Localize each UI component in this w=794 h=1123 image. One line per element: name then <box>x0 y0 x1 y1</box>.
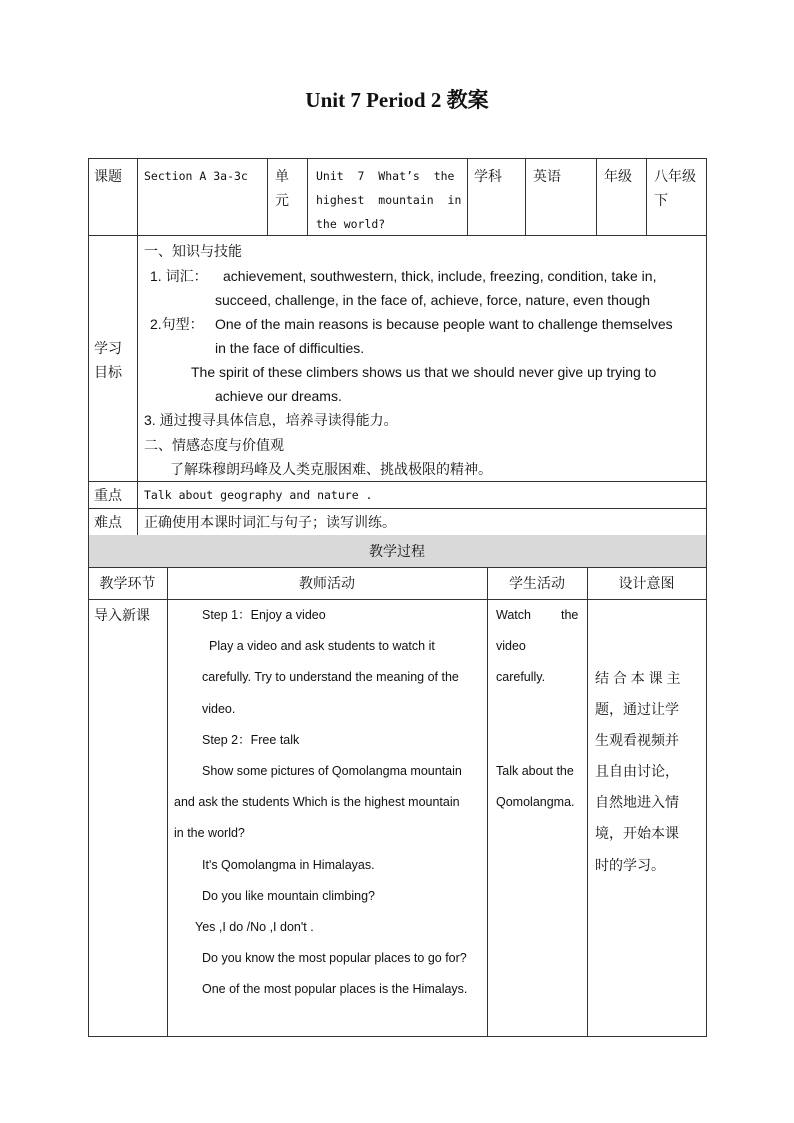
col-student-header: 学生活动 <box>509 575 565 591</box>
vocab-line: succeed, challenge, in the face of, achieve, force, nature, even though <box>215 292 651 308</box>
teacher-line: Play a video and ask students to watch it <box>209 639 435 653</box>
intent-line: 境，开始本课 <box>595 825 679 841</box>
col-teacher-header: 教师活动 <box>299 575 355 591</box>
teacher-line: Do you like mountain climbing? <box>202 889 376 903</box>
teacher-line: Show some pictures of Qomolangma mountain <box>202 764 462 778</box>
difficulty-label: 难点 <box>94 514 122 530</box>
teacher-line: It's Qomolangma in Himalayas. <box>202 858 375 872</box>
key-point-value: Talk about geography and nature . <box>144 488 373 502</box>
teacher-line: Step 1：Enjoy a video <box>202 608 326 622</box>
intent-line: 自然地进入情 <box>595 794 679 810</box>
teacher-line: video. <box>202 702 236 716</box>
sentence-line: achieve our dreams. <box>215 388 342 404</box>
intent-line: 结 合 本 课 主 <box>595 670 681 686</box>
student-line: Watch <box>496 608 531 622</box>
teacher-line: Do you know the most popular places to go for? <box>202 951 467 965</box>
vocab-label: 1. 词汇： <box>150 268 208 284</box>
difficulty-value: 正确使用本课时词汇与句子；读写训练。 <box>144 514 396 530</box>
sentence-line: in the face of difficulties. <box>215 340 365 356</box>
student-line: the <box>561 608 579 622</box>
sentence-label: 2.句型： <box>150 316 204 332</box>
col-intent-header: 设计意图 <box>618 575 675 591</box>
intent-line: 生观看视频并 <box>595 732 679 748</box>
teacher-line: One of the most popular places is the Himalays. <box>202 982 468 996</box>
subject-value: 英语 <box>533 168 561 184</box>
topic-label: 课题 <box>94 168 122 184</box>
teacher-line: Step 2：Free talk <box>202 733 300 747</box>
unit-value: Unit 7 What’s the <box>316 169 455 183</box>
unit-label-2: 元 <box>275 192 289 208</box>
skill-item: 3. 通过搜寻具体信息，培养寻读得能力。 <box>144 412 398 428</box>
grade-value-2: 下 <box>654 192 668 208</box>
attitude-heading: 二、情感态度与价值观 <box>144 437 284 453</box>
teacher-line: Yes ,I do /No ,I don't . <box>195 920 314 934</box>
grade-value: 八年级 <box>654 168 696 184</box>
process-title: 教学过程 <box>369 543 425 559</box>
unit-value-3: the world? <box>316 217 386 231</box>
sentence-line: The spirit of these climbers shows us that we should never give up trying to <box>191 364 657 380</box>
grade-label: 年级 <box>604 168 632 184</box>
knowledge-heading: 一、知识与技能 <box>144 243 242 259</box>
key-point-label: 重点 <box>94 487 122 503</box>
unit-value-2: highest mountain in <box>316 193 462 207</box>
intent-line: 时的学习。 <box>595 857 665 873</box>
unit-label: 单 <box>275 168 289 184</box>
student-line: Talk about the <box>496 764 574 778</box>
intent-line: 且自由讨论， <box>595 763 679 779</box>
document-title: Unit 7 Period 2 教案 <box>305 88 489 112</box>
teacher-line: carefully. Try to understand the meaning of the <box>202 670 459 684</box>
intent-line: 题，通过让学 <box>595 701 679 717</box>
subject-label: 学科 <box>474 168 502 184</box>
student-line: carefully. <box>496 670 546 684</box>
teacher-line: in the world? <box>174 826 245 840</box>
col-stage-header: 教学环节 <box>99 575 156 591</box>
attitude-text: 了解珠穆朗玛峰及人类克服困难、挑战极限的精神。 <box>170 461 492 477</box>
student-line: video <box>496 639 526 653</box>
teacher-line: and ask the students Which is the highest mountain <box>174 795 460 809</box>
vocab-line: achievement, southwestern, thick, include, freezing, condition, take in, <box>223 268 657 284</box>
objectives-label-2: 目标 <box>94 364 122 380</box>
objectives-label: 学习 <box>94 340 122 356</box>
stage-name: 导入新课 <box>94 607 150 623</box>
student-line: Qomolangma. <box>496 795 575 809</box>
topic-value: Section A 3a-3c <box>144 169 248 183</box>
sentence-line: One of the main reasons is because people want to challenge themselves <box>215 316 673 332</box>
